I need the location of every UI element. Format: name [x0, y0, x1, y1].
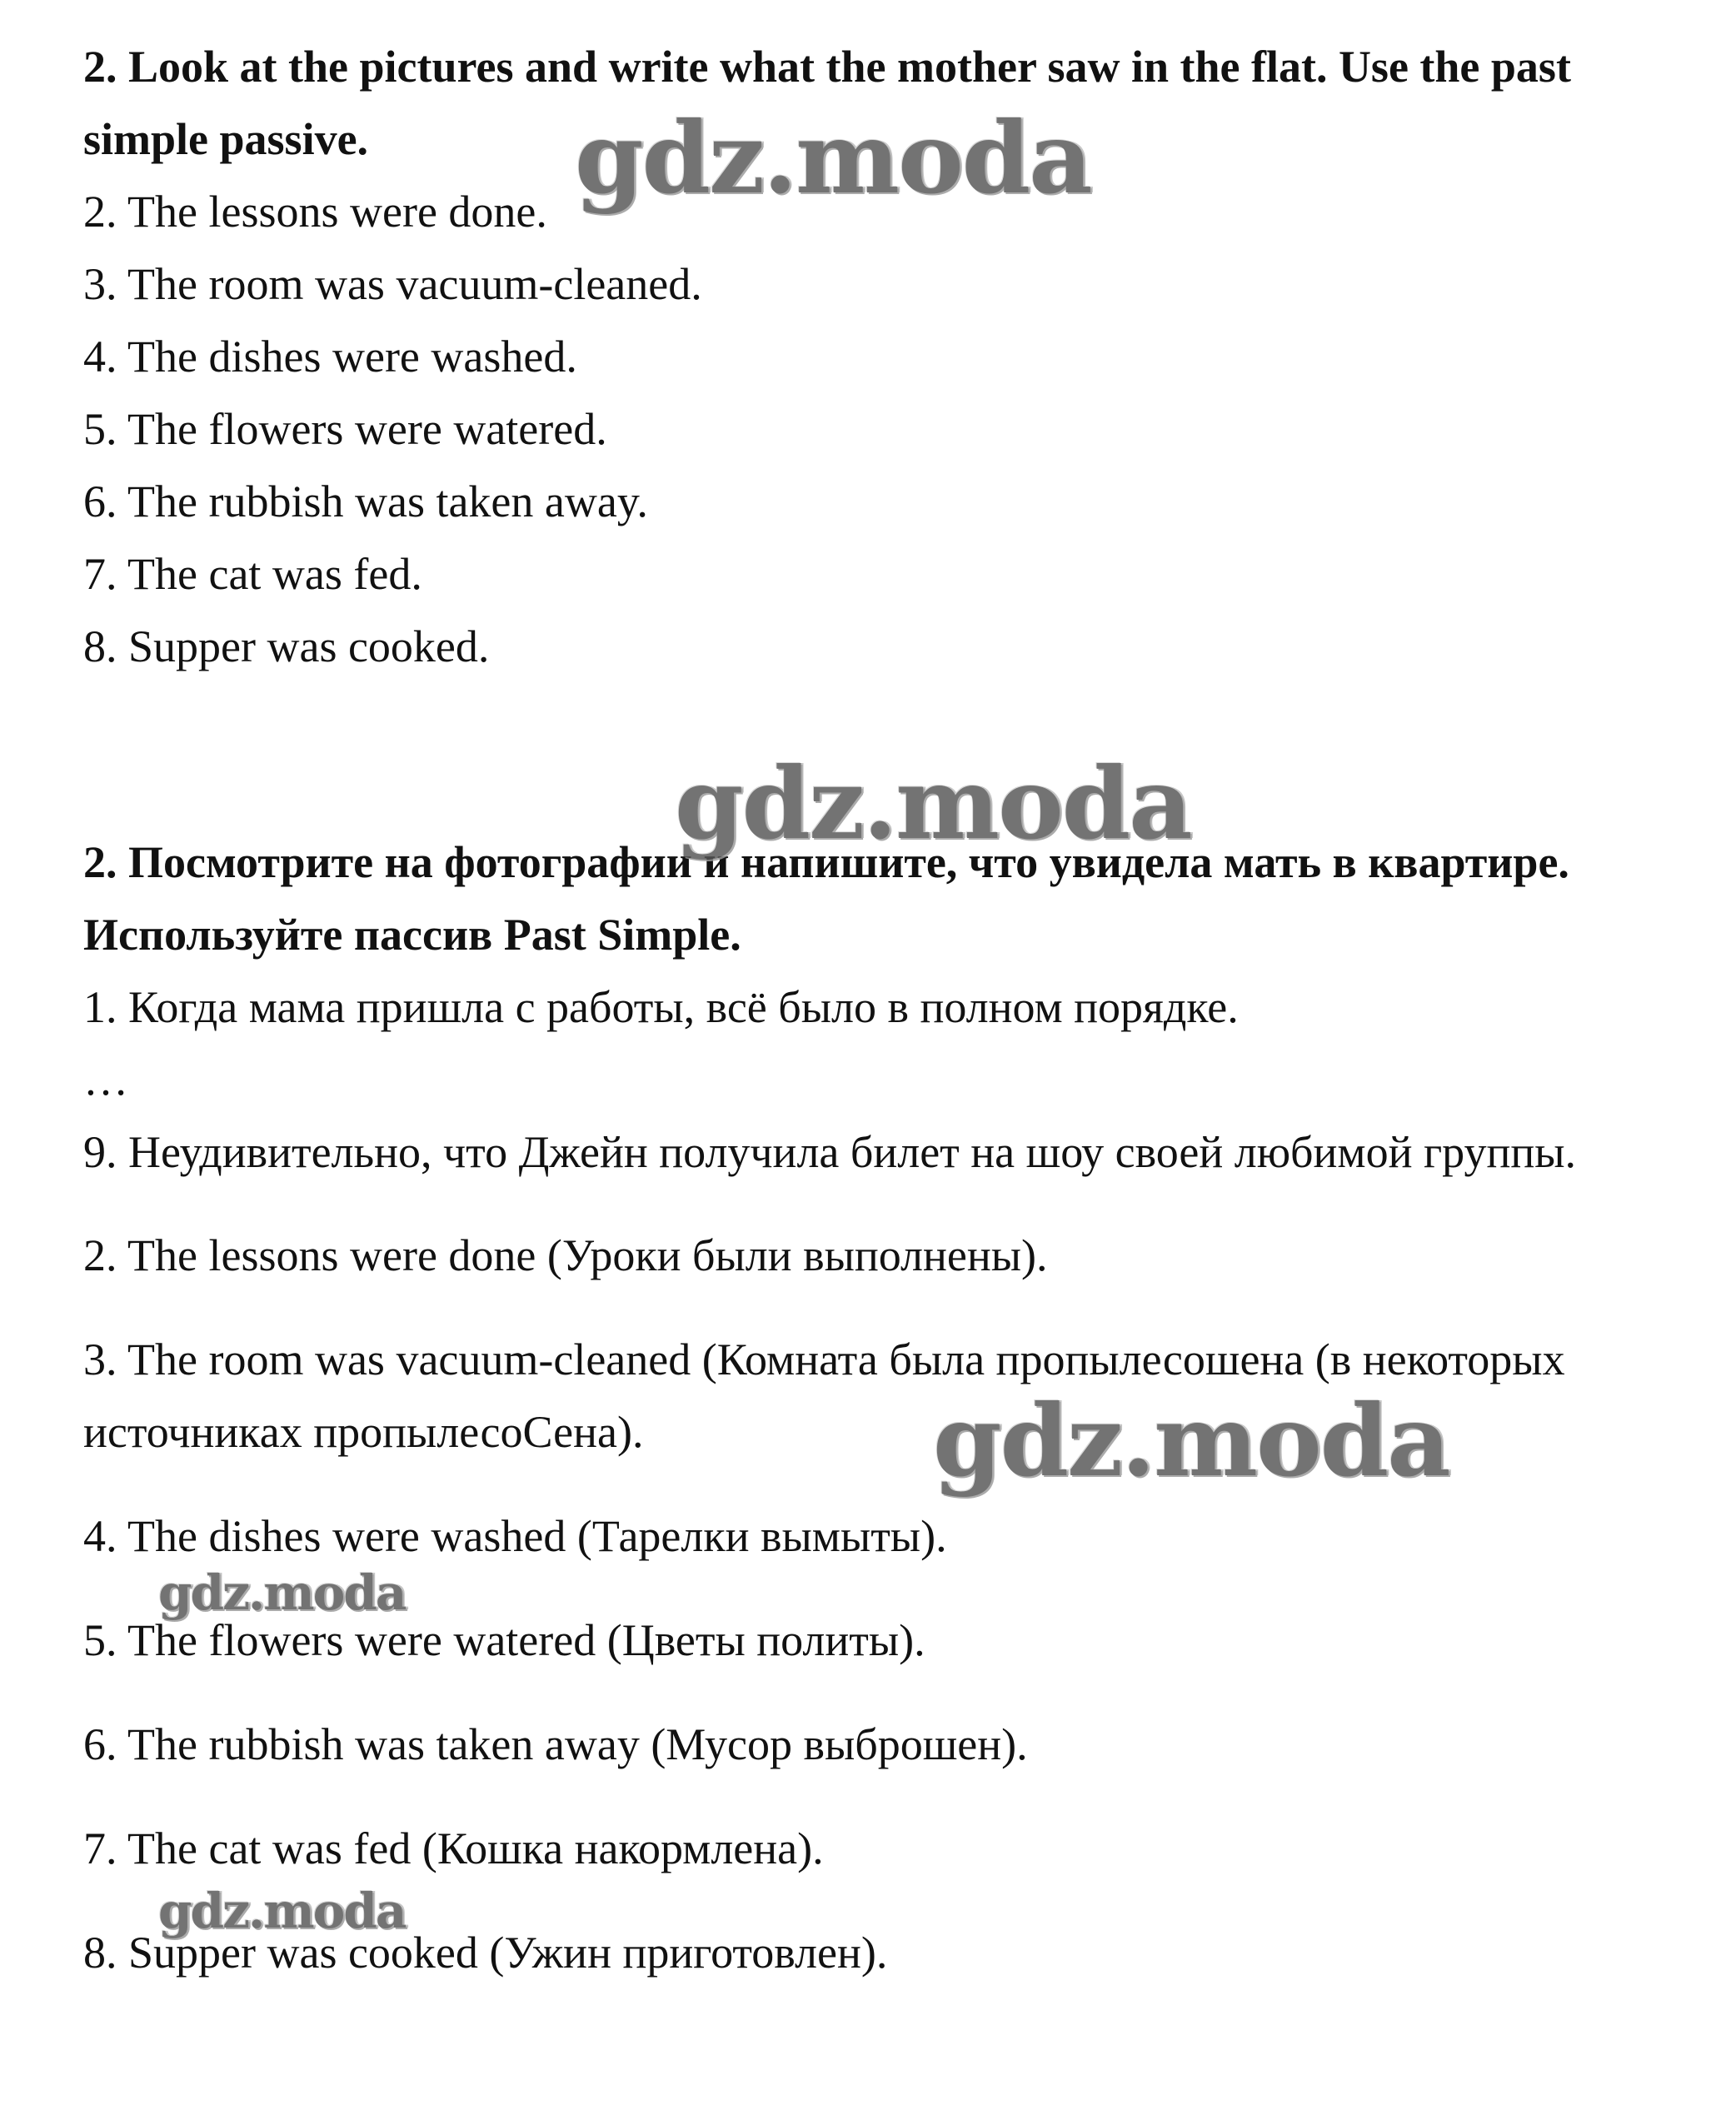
translation-3-line-1: 3. The room was vacuum-cleaned (Комната была пропылесошена (в некоторых: [83, 1334, 1565, 1384]
watermark-logo: gdz.moda: [675, 746, 1191, 861]
english-answer-6: 6. The rubbish was taken away.: [83, 476, 648, 526]
english-answer-2: 2. The lessons were done.: [83, 187, 547, 237]
english-answer-7: 7. The cat was fed.: [83, 549, 422, 599]
english-answer-4: 4. The dishes were washed.: [83, 332, 577, 382]
watermark-logo-small: gdz.moda: [158, 1564, 406, 1621]
translation-3-line-2: источниках пропылесоСена).: [83, 1407, 644, 1457]
watermark-logo-small: gdz.moda: [158, 1883, 406, 1939]
russian-intro-line: 1. Когда мама пришла с работы, всё было в полном порядке.: [83, 982, 1239, 1032]
translation-5: 5. The flowers were watered (Цветы политы).: [83, 1615, 925, 1665]
russian-heading-line-1: 2. Посмотрите на фотографии и напишите, что увидела мать в квартире.: [83, 837, 1569, 887]
russian-heading-line-2: Используйте пассив Past Simple.: [83, 910, 741, 960]
watermark-logo: gdz.moda: [933, 1383, 1449, 1499]
translation-4: 4. The dishes were washed (Тарелки вымыты).: [83, 1511, 947, 1561]
english-answer-8: 8. Supper was cooked.: [83, 621, 490, 671]
english-answer-3: 3. The room was vacuum-cleaned.: [83, 259, 702, 309]
translation-7: 7. The cat was fed (Кошка накормлена).: [83, 1823, 824, 1873]
translation-8: 8. Supper was cooked (Ужин приготовлен).: [83, 1928, 888, 1978]
translation-6: 6. The rubbish was taken away (Мусор выброшен).: [83, 1719, 1028, 1769]
english-answer-5: 5. The flowers were watered.: [83, 404, 607, 454]
english-heading-line-1: 2. Look at the pictures and write what the mother saw in the flat. Use the past: [83, 42, 1571, 92]
translation-2: 2. The lessons were done (Уроки были выполнены).: [83, 1230, 1048, 1280]
english-heading-line-2: simple passive.: [83, 114, 369, 164]
russian-closing-line: 9. Неудивительно, что Джейн получила билет на шоу своей любимой группы.: [83, 1127, 1577, 1177]
watermark-logo: gdz.moda: [575, 100, 1091, 216]
russian-ellipsis: …: [83, 1055, 128, 1105]
